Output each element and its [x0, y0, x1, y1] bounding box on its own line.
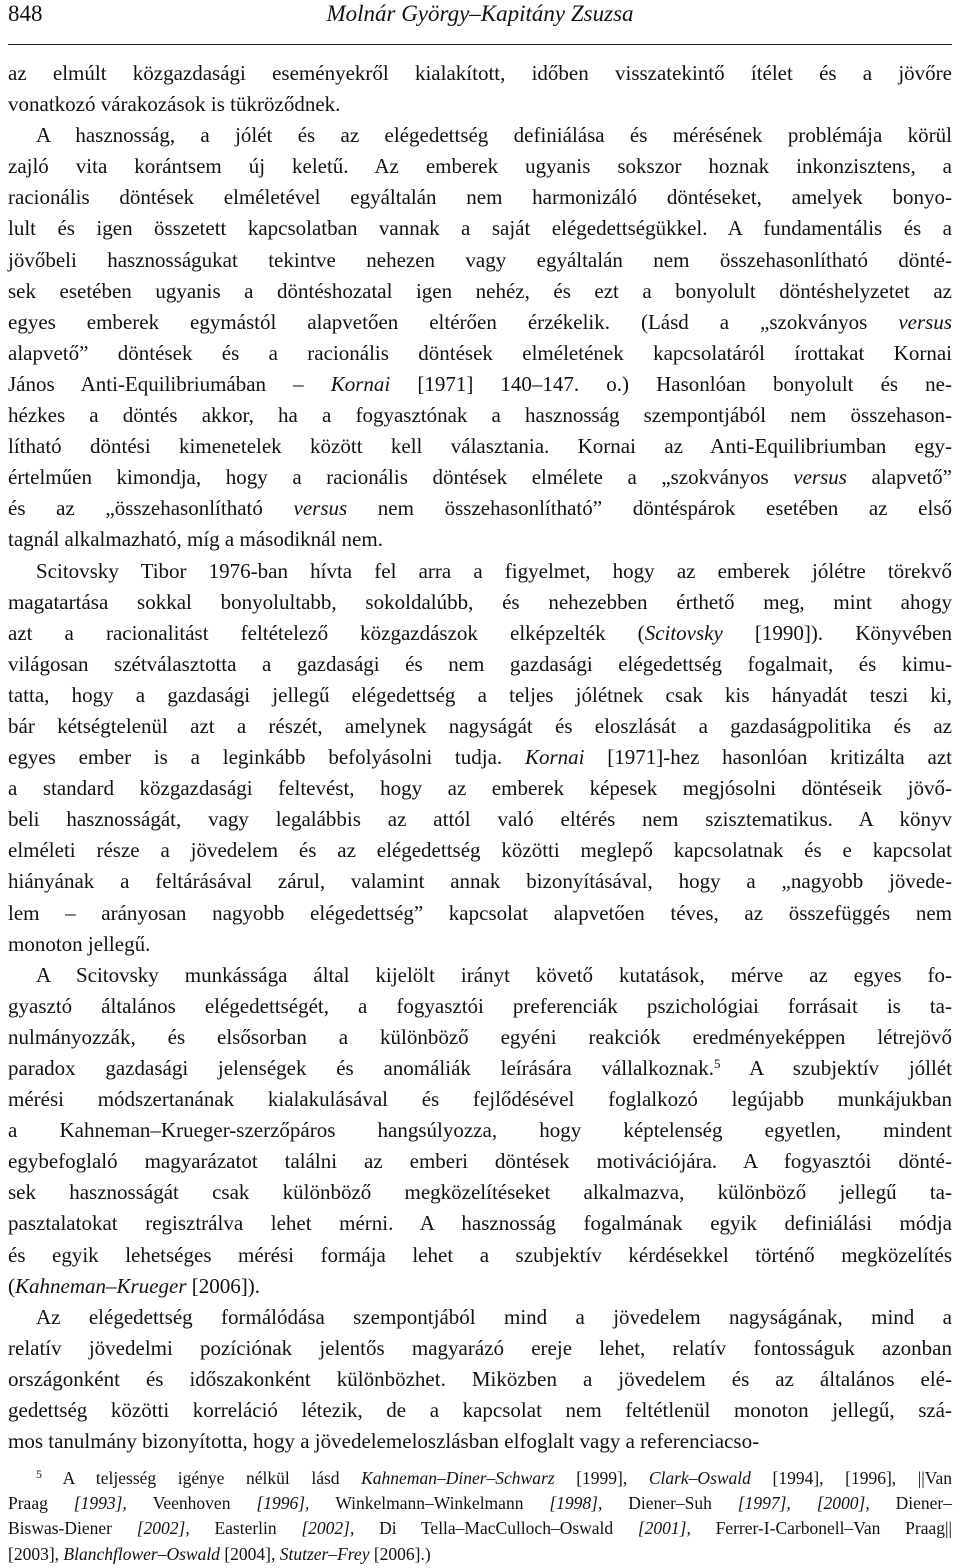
- text-line: zajló vita korántsem új keletű. Az emberek ugyanis sokszor hoznak inkonzisztens, a: [8, 154, 952, 179]
- italic-citation: Kornai: [330, 371, 391, 396]
- text-line: János Anti-Equilibriumában – Kornai [1971] 140–147. o.) Hasonlóan bonyolult és ne-: [8, 371, 952, 396]
- text-line: Az elégedettség formálódása szempontjából mind a jövedelem nagyságának, mind a: [36, 1304, 952, 1329]
- footnote-reference[interactable]: 5: [714, 1056, 721, 1071]
- text-line: az elmúlt közgazdasági eseményekről kialakított, időben visszatekintő ítélet és a jövőre: [8, 61, 952, 85]
- text-line: racionális döntések elméletével egyáltalán nem harmonizáló döntéseket, amelyek bonyo-: [8, 185, 952, 210]
- text-line: gyasztó általános elégedettségét, a fogyasztói preferenciák pszichológiai forrásait is ta-: [8, 993, 952, 1018]
- text-line: országonként és időszakonként különbözhet. Miközben a jövedelem és az általános elé-: [8, 1366, 952, 1391]
- text-line: világosan szétválasztotta a gazdasági és nem gazdasági elégedettség fogalmait, és kimu-: [8, 651, 952, 676]
- text-line: egyes ember is a leginkább befolyásolni tudja. Kornai [1971]-hez hasonlóan kritizálta azt: [8, 745, 952, 770]
- text-line: lem – arányosan nagyobb elégedettség” kapcsolat alapvetően téves, az összefüggés nem: [8, 900, 952, 925]
- text-line: azt a racionalitást feltételező közgazdászok elképzelték (Scitovsky [1990]). Könyvében: [8, 620, 952, 645]
- footnote-5: [8, 1466, 952, 1567]
- text-line: Scitovsky Tibor 1976-ban hívta fel arra a figyelmet, hogy az emberek jólétre törekvő: [36, 558, 952, 583]
- text-line: A hasznosság, a jólét és az elégedettség definiálása és mérésének problémája körül: [36, 123, 952, 148]
- page: [8, 0, 952, 1457]
- text-line: nulmányozzák, és elsősorban a különböző egyéni reakciók eredményeképpen létrejövő: [8, 1024, 952, 1049]
- text-line: elméleti része a jövedelem és az elégedettség közötti meglepő kapcsolatnak és e kapcsolat: [8, 838, 952, 863]
- italic-citation: Clark–Oswald: [648, 1468, 751, 1488]
- text-line: hiányának a feltárásával zárul, valamint annak bizonyításával, hogy a „nagyobb jövede-: [8, 869, 952, 894]
- text-line: értelműen kimondja, hogy a racionális döntések elmélete a „szokványos versus alapvető”: [8, 465, 953, 490]
- text-line: és egyik lehetséges mérési formája lehet a szubjektív kérdésekkel történő megközelítés: [8, 1242, 952, 1267]
- italic-citation: Kornai: [524, 745, 585, 770]
- paragraph: [8, 556, 952, 960]
- footnote-line: Biswas-Diener [2002], Easterlin [2002], Di Tella–MacCulloch–Oswald [2001], Ferrer-I-Carbonell–Van Praag||: [8, 1518, 952, 1539]
- text-line: monoton jellegű.: [8, 931, 151, 956]
- text-line: relatív jövedelmi pozíciónak jelentős magyarázó ereje lehet, relatív fontosságuk azonban: [8, 1335, 952, 1360]
- text-line: sek hasznosságát csak különböző megközelítéseket alkalmazva, különböző jellegű ta-: [8, 1180, 952, 1205]
- italic-citation: Kahneman–Krueger: [15, 1273, 187, 1298]
- footnote-line: Praag [1993], Veenhoven [1996], Winkelmann–Winkelmann [1998], Diener–Suh [1997], [2000], Diener–: [8, 1493, 953, 1514]
- italic-citation: Scitovsky: [644, 620, 723, 645]
- italic-citation: [1993],: [47, 1493, 153, 1514]
- italic-citation: versus: [898, 309, 952, 334]
- text-line: mérési módszertanának kialakulásával és fejlődésével foglalkozó legújabb munkájukban: [8, 1087, 952, 1112]
- text-line: bár kétségtelenül azt a részét, amelynek nagyságát és eloszlását a gazdaságpolitika és az: [8, 713, 952, 738]
- italic-citation: versus: [293, 496, 348, 521]
- footnote-line: $^5$ A teljesség igénye nélkül lásd Kahneman–Diner–Schwarz [1999], Clark–Oswald [1994], [1996], ||Van: [36, 1467, 952, 1488]
- italic-citation: [1997], [2000],: [711, 1493, 896, 1514]
- paragraph: [8, 120, 952, 555]
- text-line: alapvető” döntések és a racionális döntések elméletének kapcsolatáról írottakat Kornai: [8, 340, 952, 365]
- text-line: A Scitovsky munkássága által kijelölt irányt követő kutatások, mérve az egyes fo-: [36, 962, 952, 987]
- text-line: lult és igen összetett kapcsolatban vannak a saját elégedettségükkel. A fundamentális és a: [8, 216, 952, 241]
- italic-citation: versus: [793, 465, 847, 490]
- page-header: [8, 0, 952, 45]
- page-number: 848: [8, 1, 43, 26]
- italic-citation: [1998],: [523, 1493, 629, 1514]
- footnote-line: [2003], Blanchflower–Oswald [2004], Stutzer–Frey [2006].): [8, 1543, 431, 1564]
- text-line: pasztalatokat regisztrálva lehet mérni. A hasznosság fogalmának egyik definiálási módja: [8, 1211, 952, 1236]
- italic-citation: [1996],: [230, 1493, 336, 1514]
- text-line: vonatkozó várakozások is tükröződnek.: [8, 92, 341, 117]
- text-line: hézkes a döntés akkor, ha a fogyasztónak a hasznosság szempontjából nem összehason-: [8, 403, 952, 428]
- italic-citation: Blanchflower–Oswald: [63, 1543, 220, 1564]
- text-line: lítható döntési kimenetelek között kell választania. Kornai az Anti-Equilibriumban egy-: [8, 434, 952, 459]
- body-text: [8, 58, 952, 1457]
- footnote-mark: 5: [36, 1467, 42, 1481]
- text-line: paradox gazdasági jelenségek és anomáliák leírására vállalkoznak.$^5$ A szubjektív jóllét: [8, 1056, 952, 1080]
- text-line: tatta, hogy a gazdasági jellegű elégedettség a teljes jólétnek csak kis hányadát teszi ki,: [8, 682, 952, 707]
- text-line: gedettség közötti korreláció létezik, de a kapcsolat nem feltétlenül monoton jellegű, szá-: [8, 1398, 952, 1423]
- text-line: (Kahneman–Krueger [2006]).: [8, 1273, 260, 1298]
- text-line: sek esetében ugyanis a döntéshozatal igen nehéz, és ezt a bonyolult döntéshelyzetet az: [8, 278, 952, 303]
- text-line: és az „összehasonlítható versus nem összehasonlítható” döntéspárok esetében az első: [8, 496, 952, 521]
- text-line: a Kahneman–Krueger-szerzőpáros hangsúlyozza, hogy képtelenség egyetlen, mindent: [8, 1118, 952, 1143]
- text-line: tagnál alkalmazható, míg a másodiknál nem.: [8, 527, 383, 552]
- text-line: beli hasznosságát, vagy legalábbis az attól való eltérés nem szisztematikus. A könyv: [8, 807, 952, 832]
- italic-citation: [2002],: [112, 1518, 215, 1539]
- text-line: egybefoglaló magyarázatot találni az emberi döntések motivációjára. A fogyasztói dönté-: [8, 1149, 952, 1174]
- italic-citation: Stutzer–Frey: [279, 1543, 370, 1564]
- text-line: jövőbeli hasznosságukat tekintve nehezen vagy egyáltalán nem összehasonlítható dönté-: [8, 247, 952, 272]
- text-line: magatartása sokkal bonyolultabb, sokoldalúbb, és nehezebben érthető meg, mint ahogy: [8, 589, 952, 614]
- footnotes: [8, 1466, 952, 1567]
- paragraph: [8, 58, 952, 120]
- text-line: a standard közgazdasági feltevést, hogy az emberek képesek megjósolni döntéseik jövő-: [8, 776, 952, 801]
- italic-citation: [2002],: [276, 1518, 380, 1539]
- text-line: mos tanulmány bizonyította, hogy a jövedelemeloszlásban elfoglalt vagy a referenciacso-: [8, 1429, 760, 1454]
- text-line: egyes emberek egymástól alapvetően eltérően érzékelik. (Lásd a „szokványos versus: [8, 309, 952, 334]
- paragraph: [8, 1302, 952, 1457]
- paragraph: [8, 960, 952, 1302]
- italic-citation: [2001],: [613, 1518, 716, 1539]
- italic-citation: Kahneman–Diner–Schwarz: [361, 1468, 555, 1488]
- running-head: Molnár György–Kapitány Zsuzsa: [326, 1, 634, 26]
